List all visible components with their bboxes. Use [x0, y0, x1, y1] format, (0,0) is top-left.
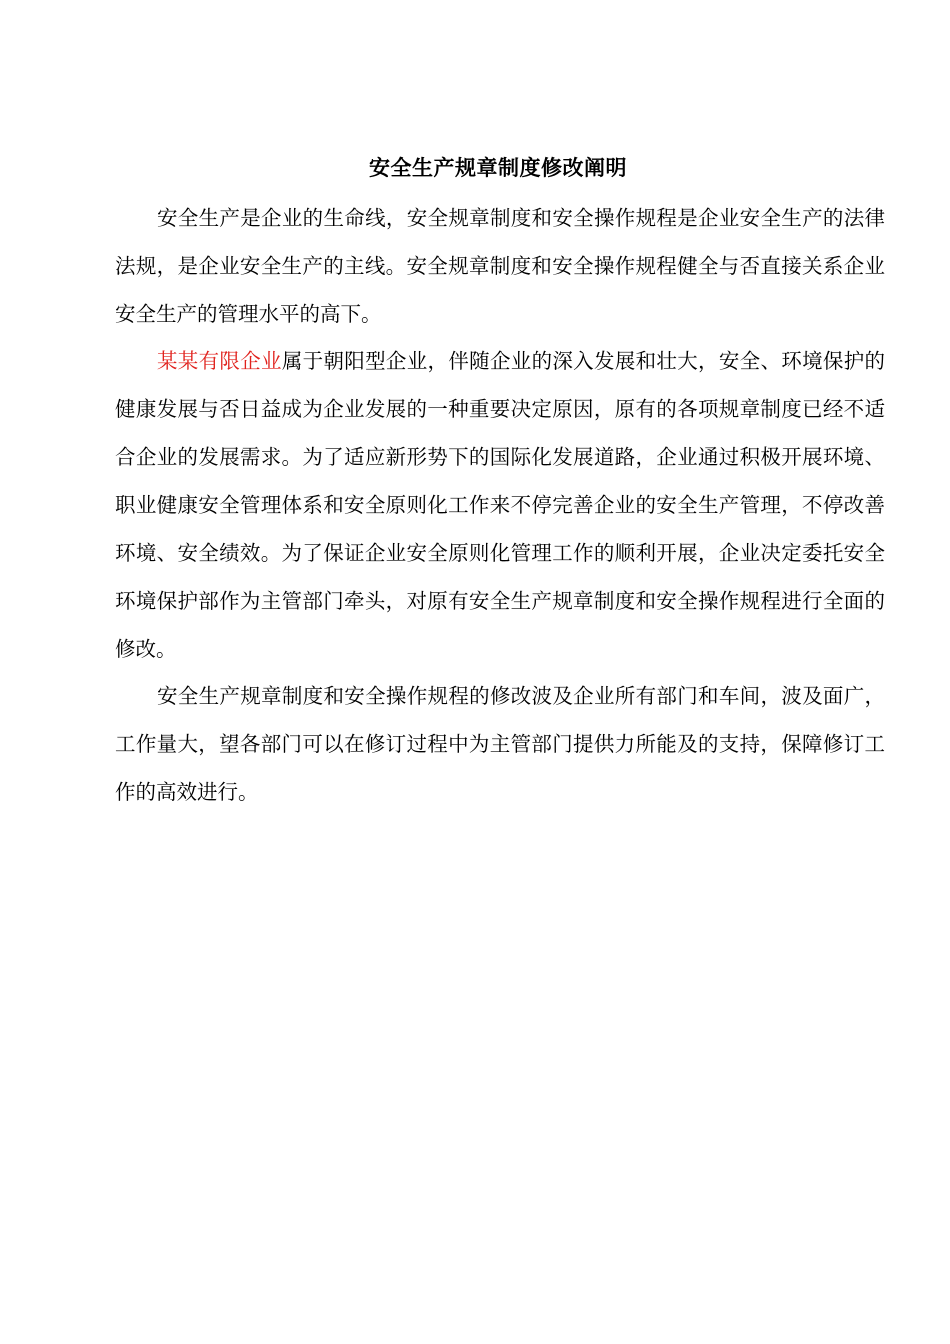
paragraph-company-body: 属于朝阳型企业，伴随企业的深入发展和壮大，安全、环境保护的健康发展与否日益成为企业发展的一种重要决定原因，原有的各项规章制度已经不适合企业的发展需求。为了适应新形势下的国际化发展道路，企业通过积极开展环境、职业健康安全管理体系和安全原则化工作来不停完善企业的安全生产管理，不停改善环境、安全绩效。为了保证企业安全原则化管理工作的顺利开展，企业决定委托安全环境保护部作为主管部门牵头，对原有安全生产规章制度和安全操作规程进行全面的修改。 — [115, 349, 886, 661]
paragraph-closing: 安全生产规章制度和安全操作规程的修改波及企业所有部门和车间，波及面广，工作量大，望各部门可以在修订过程中为主管部门提供力所能及的支持，保障修订工作的高效进行。 — [115, 684, 885, 804]
paragraph-company — [115, 337, 885, 673]
document-title: 安全生产规章制度修改阐明 — [369, 156, 627, 180]
company-name-highlight: 某某有限企业 — [157, 349, 282, 373]
paragraph-intro: 安全生产是企业的生命线，安全规章制度和安全操作规程是企业安全生产的法律法规，是企业安全生产的主线。安全规章制度和安全操作规程健全与否直接关系企业安全生产的管理水平的高下。 — [115, 206, 885, 326]
